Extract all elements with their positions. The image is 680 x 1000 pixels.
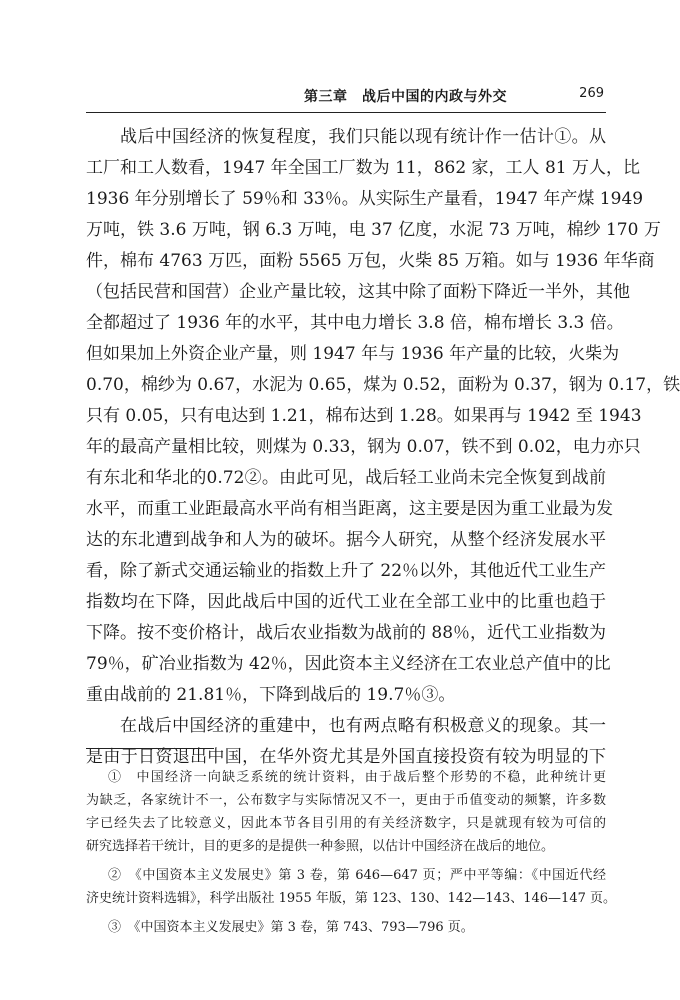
body-text: [86, 122, 680, 773]
body-line: 下降。按不变价格计，战后农业指数为战前的 88％，近代工业指数为: [86, 623, 607, 643]
footnote-3: [86, 916, 606, 939]
body-line: 件，棉布 4763 万匹，面粉 5565 万包，火柴 85 万箱。如与 1936 年华商: [86, 251, 655, 271]
body-line: 指数均在下降，因此战后中国的近代工业在全部工业中的比重也趋于: [86, 592, 606, 612]
footnote-line: 为缺乏，各家统计不一，公布数字与实际情况又不一，更由于币值变动的频繁，许多数: [86, 793, 606, 808]
footnote-line: 字已经失去了比较意义，因此本节各目引用的有关经济数字，只是就现有较为可信的: [86, 816, 606, 831]
body-line: 达的东北遭到战争和人为的破坏。据今人研究，从整个经济发展水平: [86, 530, 606, 550]
footnote-line: ① 中国经济一向缺乏系统的统计资料，由于战后整个形势的不稳，此种统计更: [108, 770, 606, 785]
footnotes: [86, 766, 616, 939]
footnote-line: 研究选择若干统计，目的更多的是提供一种参照，以估计中国经济在战后的地位。: [86, 839, 555, 854]
body-line: 只有 0.05，只有电达到 1.21，棉布达到 1.28。如果再与 1942 至 1943: [86, 406, 642, 426]
body-line: 1936 年分别增长了 59％和 33％。从实际生产量看，1947 年产煤 1949: [86, 189, 644, 209]
body-line: 79％，矿冶业指数为 42％，因此资本主义经济在工农业总产值中的比: [86, 654, 611, 674]
footnote-1: [86, 766, 606, 858]
body-line: 0.70，棉纱为 0.67，水泥为 0.65，煤为 0.52，面粉为 0.37，钢为 0.17，铁: [86, 375, 680, 395]
body-line: （包括民营和国营）企业产量比较，这其中除了面粉下降近一半外，其他: [86, 282, 630, 302]
footnote-line: ③ 《中国资本主义发展史》第 3 卷，第 743、793—796 页。: [108, 920, 474, 935]
footnote-2: [86, 864, 616, 910]
body-line: 战后中国经济的恢复程度，我们只能以现有统计作一估计①。从: [120, 127, 606, 147]
body-line: 但如果加上外资企业产量，则 1947 年与 1936 年产量的比较，火柴为: [86, 344, 620, 364]
body-line: 工厂和工人数看，1947 年全国工厂数为 11，862 家，工人 81 万人，比: [86, 158, 640, 178]
running-title: 第三章 战后中国的内政与外交: [304, 89, 507, 105]
header-rule: [86, 112, 606, 113]
body-line: 有东北和华北的0.72②。由此可见，战后轻工业尚未完全恢复到战前: [86, 468, 606, 488]
footnote-line: 济史统计资料选辑》，科学出版社 1955 年版，第 123、130、142—143、146—147 页。: [86, 891, 616, 906]
body-line: 水平，而重工业距最高水平尚有相当距离，这主要是因为重工业最为发: [86, 499, 613, 519]
page-header: [86, 86, 606, 112]
body-line: 是由于日资退出中国，在华外资尤其是外国直接投资有较为明显的下: [86, 747, 606, 767]
body-line: 重由战前的 21.81％，下降到战后的 19.7％③。: [86, 685, 456, 705]
footnote-line: ② 《中国资本主义发展史》第 3 卷，第 646—647 页；严中平等编：《中国近代经: [108, 868, 606, 883]
body-line: 年的最高产量相比较，则煤为 0.33，钢为 0.07，铁不到 0.02，电力亦只: [86, 437, 641, 457]
body-line: 看，除了新式交通运输业的指数上升了 22％以外，其他近代工业生产: [86, 561, 607, 581]
body-line: 万吨，铁 3.6 万吨，钢 6.3 万吨，电 37 亿度，水泥 73 万吨，棉纱 170 万: [86, 220, 661, 240]
body-line: 全都超过了 1936 年的水平，其中电力增长 3.8 倍，棉布增长 3.3 倍。: [86, 313, 624, 333]
page-number: 269: [579, 86, 604, 101]
footnote-rule: [86, 748, 214, 749]
body-line: 在战后中国经济的重建中，也有两点略有积极意义的现象。其一: [120, 716, 606, 736]
